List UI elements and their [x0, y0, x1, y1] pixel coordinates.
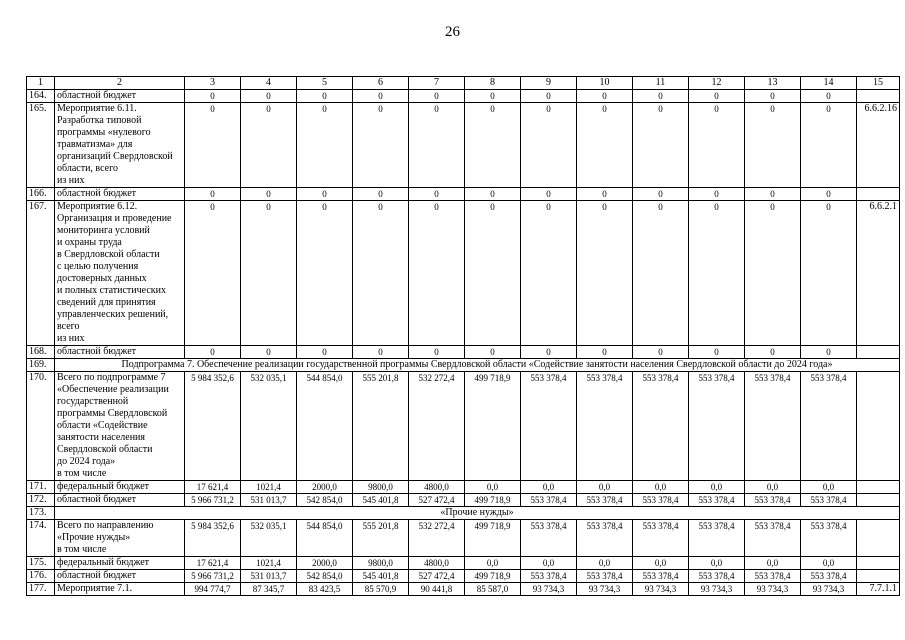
value-cell: 0 [689, 103, 745, 188]
value-cell: 85 570,9 [353, 583, 409, 596]
value-cell: 0,0 [801, 481, 857, 494]
value-cell: 0 [633, 90, 689, 103]
row-name: Мероприятие 7.1. [55, 583, 185, 596]
value-cell: 553 378,4 [521, 372, 577, 481]
value-cell: 0 [185, 103, 241, 188]
value-cell: 542 854,0 [297, 570, 353, 583]
value-cell: 553 378,4 [801, 372, 857, 481]
column-header: 11 [633, 77, 689, 90]
value-cell: 553 378,4 [745, 520, 801, 557]
row-name: федеральный бюджет [55, 481, 185, 494]
section-title-row [27, 359, 900, 372]
table-row [27, 583, 900, 596]
value-cell: 0 [185, 188, 241, 201]
value-cell: 0,0 [689, 557, 745, 570]
table-row [27, 90, 900, 103]
target-code [857, 570, 900, 583]
value-cell: 0 [409, 346, 465, 359]
value-cell: 0 [353, 103, 409, 188]
value-cell: 1021,4 [241, 557, 297, 570]
value-cell: 0 [745, 346, 801, 359]
value-cell: 553 378,4 [521, 520, 577, 557]
table-row [27, 372, 900, 481]
row-name: областной бюджет [55, 346, 185, 359]
column-header: 13 [745, 77, 801, 90]
value-cell: 0 [633, 103, 689, 188]
value-cell: 17 621,4 [185, 557, 241, 570]
value-cell: 2000,0 [297, 481, 353, 494]
row-number: 165. [27, 103, 55, 188]
value-cell: 0 [297, 201, 353, 346]
row-name: областной бюджет [55, 570, 185, 583]
value-cell: 0 [521, 346, 577, 359]
row-name: Всего по направлению «Прочие нужды» в том числе [55, 520, 185, 557]
column-header: 5 [297, 77, 353, 90]
row-number: 167. [27, 201, 55, 346]
table-row [27, 557, 900, 570]
value-cell: 0 [633, 188, 689, 201]
value-cell: 0,0 [521, 557, 577, 570]
column-header: 4 [241, 77, 297, 90]
row-number: 175. [27, 557, 55, 570]
table-row [27, 346, 900, 359]
value-cell: 994 774,7 [185, 583, 241, 596]
row-number: 164. [27, 90, 55, 103]
value-cell: 0,0 [521, 481, 577, 494]
row-number: 170. [27, 372, 55, 481]
value-cell: 0,0 [465, 481, 521, 494]
section-title: «Прочие нужды» [55, 507, 900, 520]
value-cell: 0 [521, 103, 577, 188]
value-cell: 17 621,4 [185, 481, 241, 494]
value-cell: 0 [801, 103, 857, 188]
value-cell: 0 [297, 103, 353, 188]
value-cell: 0 [633, 201, 689, 346]
value-cell: 0 [577, 201, 633, 346]
value-cell: 0 [465, 201, 521, 346]
column-header: 6 [353, 77, 409, 90]
row-number: 176. [27, 570, 55, 583]
row-number: 169. [27, 359, 55, 372]
value-cell: 5 984 352,6 [185, 372, 241, 481]
value-cell: 553 378,4 [689, 570, 745, 583]
value-cell: 0 [409, 103, 465, 188]
value-cell: 0 [521, 188, 577, 201]
value-cell: 532 035,1 [241, 520, 297, 557]
value-cell: 553 378,4 [521, 494, 577, 507]
target-code: 6.6.2.1 [857, 201, 900, 346]
value-cell: 0,0 [745, 481, 801, 494]
value-cell: 0 [465, 188, 521, 201]
row-name: областной бюджет [55, 188, 185, 201]
value-cell: 0 [465, 346, 521, 359]
value-cell: 545 401,8 [353, 570, 409, 583]
value-cell: 499 718,9 [465, 570, 521, 583]
value-cell: 9800,0 [353, 481, 409, 494]
value-cell: 0 [745, 201, 801, 346]
value-cell: 85 587,0 [465, 583, 521, 596]
section-title: Подпрограмма 7. Обеспечение реализации государственной программы Свердловской области «Содействие занятости населения Свердловской области до 2024 года» [55, 359, 900, 372]
row-number: 177. [27, 583, 55, 596]
value-cell: 4800,0 [409, 557, 465, 570]
value-cell: 527 472,4 [409, 570, 465, 583]
row-name: Мероприятие 6.11. Разработка типовой программы «нулевого травматизма» для организаций Свердловской области, всего из них [55, 103, 185, 188]
value-cell: 553 378,4 [633, 372, 689, 481]
value-cell: 5 984 352,6 [185, 520, 241, 557]
value-cell: 0 [689, 201, 745, 346]
table-row [27, 570, 900, 583]
value-cell: 555 201,8 [353, 520, 409, 557]
value-cell: 531 013,7 [241, 494, 297, 507]
budget-table [26, 76, 900, 596]
value-cell: 0,0 [633, 481, 689, 494]
section-title-row [27, 507, 900, 520]
value-cell: 553 378,4 [745, 570, 801, 583]
value-cell: 555 201,8 [353, 372, 409, 481]
table-row [27, 188, 900, 201]
target-code: 6.6.2.16 [857, 103, 900, 188]
value-cell: 544 854,0 [297, 520, 353, 557]
value-cell: 0 [353, 188, 409, 201]
value-cell: 0,0 [689, 481, 745, 494]
table-row [27, 481, 900, 494]
value-cell: 499 718,9 [465, 494, 521, 507]
value-cell: 5 966 731,2 [185, 570, 241, 583]
value-cell: 553 378,4 [745, 372, 801, 481]
target-code [857, 494, 900, 507]
column-header: 7 [409, 77, 465, 90]
value-cell: 553 378,4 [745, 494, 801, 507]
column-header: 14 [801, 77, 857, 90]
value-cell: 0 [185, 201, 241, 346]
row-name: федеральный бюджет [55, 557, 185, 570]
value-cell: 0,0 [465, 557, 521, 570]
row-number: 166. [27, 188, 55, 201]
value-cell: 0 [801, 188, 857, 201]
value-cell: 0 [241, 103, 297, 188]
value-cell: 0 [745, 188, 801, 201]
target-code: 7.7.1.1 [857, 583, 900, 596]
page-number: 26 [445, 24, 460, 40]
value-cell: 93 734,3 [801, 583, 857, 596]
value-cell: 553 378,4 [801, 570, 857, 583]
value-cell: 0 [689, 188, 745, 201]
value-cell: 0 [409, 188, 465, 201]
value-cell: 0 [353, 346, 409, 359]
target-code [857, 372, 900, 481]
column-header: 12 [689, 77, 745, 90]
value-cell: 553 378,4 [801, 494, 857, 507]
value-cell: 0 [577, 103, 633, 188]
target-code [857, 557, 900, 570]
row-number: 171. [27, 481, 55, 494]
value-cell: 93 734,3 [521, 583, 577, 596]
value-cell: 0 [801, 201, 857, 346]
value-cell: 0 [241, 90, 297, 103]
value-cell: 0 [633, 346, 689, 359]
value-cell: 2000,0 [297, 557, 353, 570]
value-cell: 4800,0 [409, 481, 465, 494]
target-code [857, 481, 900, 494]
value-cell: 553 378,4 [801, 520, 857, 557]
value-cell: 553 378,4 [633, 570, 689, 583]
column-header: 1 [27, 77, 55, 90]
value-cell: 0 [409, 90, 465, 103]
value-cell: 0,0 [577, 557, 633, 570]
value-cell: 553 378,4 [577, 372, 633, 481]
value-cell: 93 734,3 [577, 583, 633, 596]
value-cell: 0 [409, 201, 465, 346]
value-cell: 0 [297, 90, 353, 103]
value-cell: 0 [353, 90, 409, 103]
row-number: 168. [27, 346, 55, 359]
value-cell: 0 [521, 90, 577, 103]
value-cell: 553 378,4 [521, 570, 577, 583]
value-cell: 1021,4 [241, 481, 297, 494]
value-cell: 0 [185, 90, 241, 103]
value-cell: 0 [801, 90, 857, 103]
value-cell: 93 734,3 [633, 583, 689, 596]
row-name: областной бюджет [55, 90, 185, 103]
table-row [27, 201, 900, 346]
value-cell: 553 378,4 [689, 494, 745, 507]
value-cell: 553 378,4 [577, 520, 633, 557]
value-cell: 542 854,0 [297, 494, 353, 507]
row-name: Мероприятие 6.12. Организация и проведение мониторинга условий и охраны труда в Свердловской области с целью получения достоверных данных и полных статистических сведений для принятия управленческих решений, всего из них [55, 201, 185, 346]
column-header: 15 [857, 77, 900, 90]
value-cell: 0 [465, 103, 521, 188]
target-code [857, 90, 900, 103]
value-cell: 532 035,1 [241, 372, 297, 481]
value-cell: 553 378,4 [633, 520, 689, 557]
target-code [857, 520, 900, 557]
value-cell: 544 854,0 [297, 372, 353, 481]
column-header: 3 [185, 77, 241, 90]
value-cell: 83 423,5 [297, 583, 353, 596]
column-header: 8 [465, 77, 521, 90]
value-cell: 93 734,3 [689, 583, 745, 596]
value-cell: 0 [353, 201, 409, 346]
column-header: 10 [577, 77, 633, 90]
row-name: областной бюджет [55, 494, 185, 507]
value-cell: 527 472,4 [409, 494, 465, 507]
value-cell: 0 [801, 346, 857, 359]
row-number: 172. [27, 494, 55, 507]
value-cell: 0 [577, 188, 633, 201]
value-cell: 0 [241, 188, 297, 201]
value-cell: 553 378,4 [689, 520, 745, 557]
value-cell: 553 378,4 [633, 494, 689, 507]
value-cell: 0,0 [577, 481, 633, 494]
value-cell: 0,0 [801, 557, 857, 570]
value-cell: 5 966 731,2 [185, 494, 241, 507]
value-cell: 499 718,9 [465, 372, 521, 481]
value-cell: 0 [521, 201, 577, 346]
value-cell: 0 [241, 346, 297, 359]
value-cell: 0 [689, 90, 745, 103]
value-cell: 532 272,4 [409, 372, 465, 481]
value-cell: 0 [745, 103, 801, 188]
value-cell: 0 [185, 346, 241, 359]
value-cell: 0,0 [745, 557, 801, 570]
value-cell: 553 378,4 [577, 494, 633, 507]
row-number: 173. [27, 507, 55, 520]
value-cell: 531 013,7 [241, 570, 297, 583]
value-cell: 553 378,4 [577, 570, 633, 583]
table-row [27, 520, 900, 557]
value-cell: 553 378,4 [689, 372, 745, 481]
header-row [27, 77, 900, 90]
column-header: 2 [55, 77, 185, 90]
value-cell: 532 272,4 [409, 520, 465, 557]
value-cell: 93 734,3 [745, 583, 801, 596]
value-cell: 0 [745, 90, 801, 103]
value-cell: 87 345,7 [241, 583, 297, 596]
value-cell: 0 [241, 201, 297, 346]
value-cell: 0 [465, 90, 521, 103]
value-cell: 0,0 [633, 557, 689, 570]
value-cell: 0 [297, 188, 353, 201]
value-cell: 0 [297, 346, 353, 359]
value-cell: 545 401,8 [353, 494, 409, 507]
value-cell: 0 [689, 346, 745, 359]
table-row [27, 494, 900, 507]
target-code [857, 188, 900, 201]
value-cell: 499 718,9 [465, 520, 521, 557]
value-cell: 9800,0 [353, 557, 409, 570]
column-header: 9 [521, 77, 577, 90]
target-code [857, 346, 900, 359]
row-number: 174. [27, 520, 55, 557]
row-name: Всего по подпрограмме 7 «Обеспечение реализации государственной программы Свердловской области «Содействие занятости населения Свердловской области до 2024 года» в том числе [55, 372, 185, 481]
value-cell: 0 [577, 90, 633, 103]
value-cell: 90 441,8 [409, 583, 465, 596]
value-cell: 0 [577, 346, 633, 359]
table-row [27, 103, 900, 188]
